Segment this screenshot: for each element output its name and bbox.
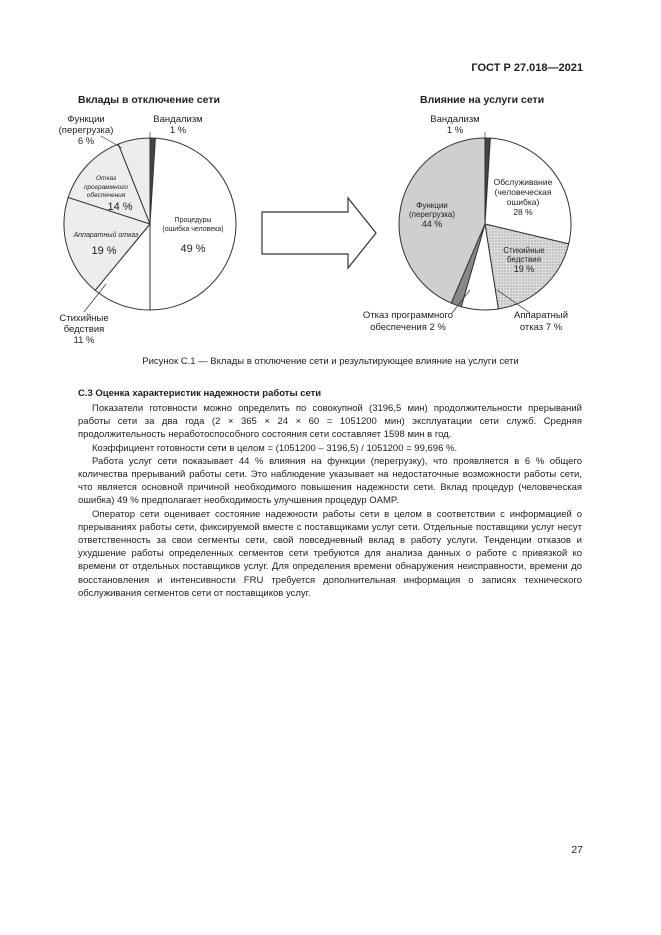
- label-right-maintenance-2: (человеческая: [494, 187, 552, 197]
- label-left-vandalism: Вандализм: [153, 114, 203, 125]
- label-left-software-pct: 14 %: [107, 201, 133, 213]
- label-right-maintenance-pct: 28 %: [513, 207, 533, 217]
- label-right-software: Отказ программного: [362, 310, 454, 321]
- left-chart-title: Вклады в отключение сети: [78, 94, 220, 106]
- section-body: [78, 402, 582, 600]
- section-heading: С.3 Оценка характеристик надежности работы сети: [78, 388, 322, 399]
- label-left-software: Отказ: [95, 175, 117, 182]
- label-right-hardware-2: отказ 7 %: [519, 322, 563, 333]
- label-right-disasters: Стихийные: [503, 246, 545, 255]
- label-right-maintenance-3: ошибка): [506, 197, 540, 207]
- label-right-functions: Функции: [416, 201, 448, 210]
- label-right-software-2: обеспечения 2 %: [370, 322, 446, 333]
- label-left-disasters: Стихийные: [59, 313, 109, 324]
- figure-charts: [0, 0, 661, 360]
- pie-slice: [150, 138, 236, 310]
- label-left-functions: Функции: [67, 114, 105, 125]
- arrow-shape: [262, 198, 376, 268]
- label-left-hardware: Аппаратный отказ: [73, 232, 139, 239]
- label-right-disasters-sub: бедствия: [506, 255, 542, 264]
- label-left-disasters-pct: 11 %: [73, 335, 95, 346]
- label-right-disasters-pct: 19 %: [513, 264, 535, 274]
- label-left-functions-pct: 6 %: [77, 136, 95, 147]
- label-left-software-3: обеспечения: [86, 192, 126, 199]
- leader-line: [101, 136, 122, 148]
- label-left-vandalism-pct: 1 %: [169, 125, 187, 136]
- left-pie-chart: [64, 138, 236, 310]
- figure-caption: Рисунок С.1 — Вклады в отключение сети и результирующее влияние на услуги сети: [142, 356, 519, 367]
- label-left-software-2: программного: [83, 184, 129, 191]
- paragraph: Оператор сети оценивает состояние надежности работы сети в целом в соответствии с информацией о прерываниях работы сети, фиксируемой вместе с поставщиками услуг сети. Отдельные поставщики услуг несут ответственность за свои сегменты сети, свой повседневный вклад в работу услуги. Тенденции отказов и ухудшение работы определенных сегментов сети требуются для анализа данных о работе с привязкой ко времени от отдельных поставщиков услуг. Для определения времени обнаружения неисправности, времени до восстановления и интенсивности FRU требуется дополнительная информация о записях технического обслуживания сегментов сети от поставщиков услуг.: [78, 508, 582, 599]
- label-left-procedures: Процедуры: [174, 217, 212, 224]
- label-left-disasters-sub: бедствия: [63, 324, 105, 335]
- label-right-maintenance: Обслуживание: [493, 177, 553, 187]
- page-number: 27: [571, 844, 583, 856]
- label-right-functions-pct: 44 %: [421, 219, 443, 229]
- paragraph: Коэффициент готовности сети в целом = (1051200 – 3196,5) / 1051200 = 99,696 %.: [92, 442, 458, 454]
- label-left-functions-sub: (перегрузка): [58, 125, 114, 136]
- label-left-procedures-pct: 49 %: [180, 243, 206, 255]
- label-left-hardware-pct: 19 %: [91, 245, 117, 257]
- paragraph: Показатели готовности можно определить по совокупной (3196,5 мин) продолжительности прерываний работы сети за два года (2 × 365 × 24 × 60 = 1051200 мин) эксплуатации сети служб. Средняя продолжительность неработоспособного состояния сети составляет 1598 мин в год.: [78, 403, 582, 441]
- label-right-vandalism: Вандализм: [430, 114, 480, 125]
- label-left-procedures-sub: (ошибка человека): [162, 226, 224, 233]
- label-right-hardware: Аппаратный: [514, 310, 568, 321]
- label-right-vandalism-pct: 1 %: [446, 125, 464, 136]
- document-standard-number: ГОСТ Р 27.018—2021: [471, 62, 583, 74]
- right-chart-title: Влияние на услуги сети: [420, 94, 545, 106]
- label-right-functions-sub: (перегрузка): [408, 210, 456, 219]
- paragraph: Работа услуг сети показывает 44 % влияния на функции (перегрузку), что проявляется в 6 % общего количества прерываний работы сети. Это наблюдение указывает на недостаточные возможности работы сети, что является основной причиной необходимого повышения надежности сети. Вклад процедур (человеческая ошибка) 49 % предполагает необходимость улучшения процедур OAMP.: [78, 455, 582, 507]
